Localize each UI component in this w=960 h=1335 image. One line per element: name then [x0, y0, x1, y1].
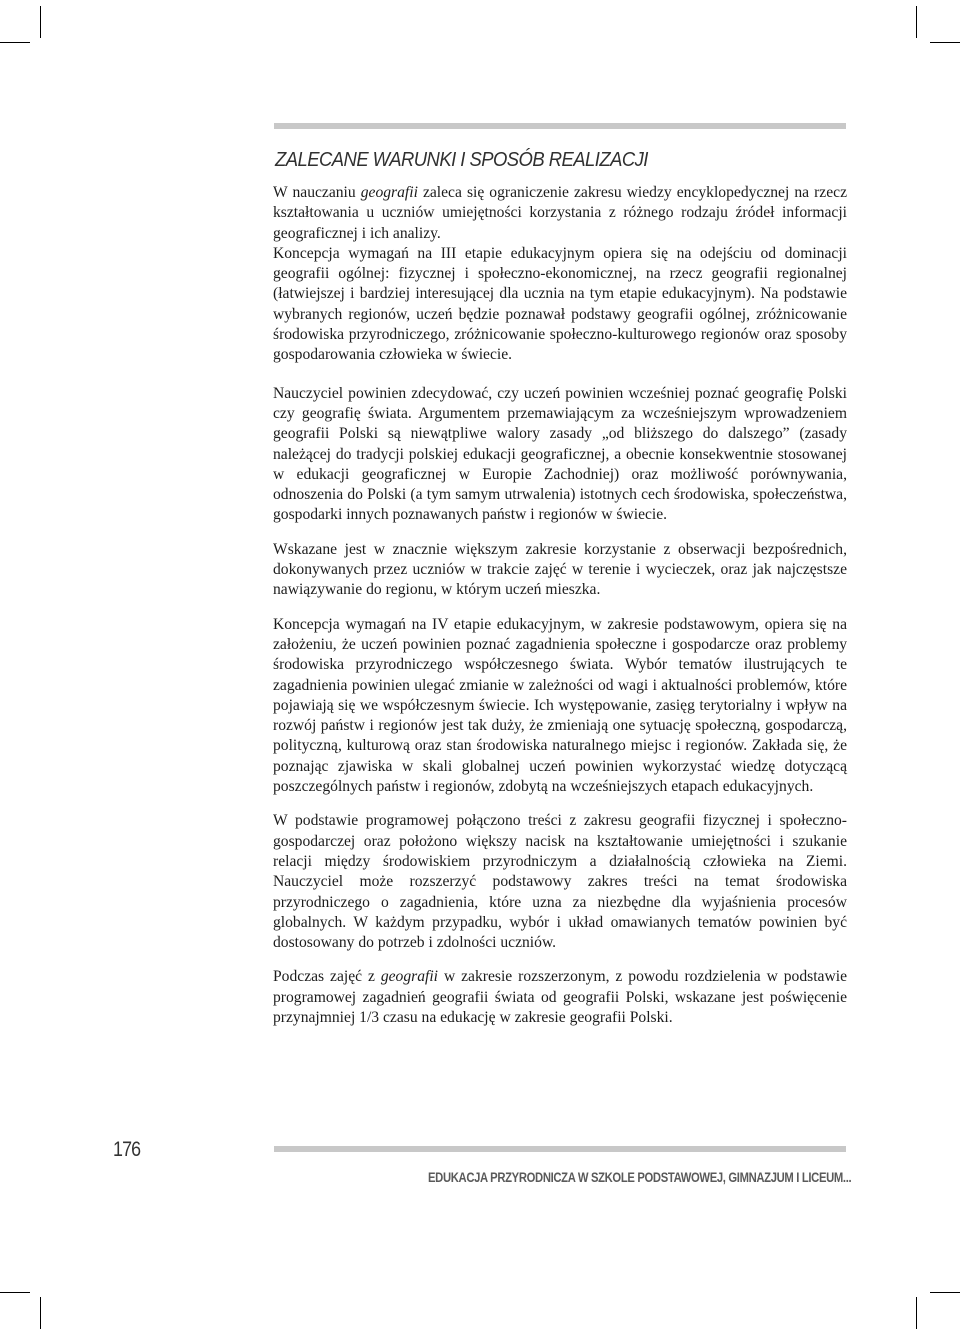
paragraph-1-emphasis: geografii	[360, 184, 418, 201]
body-text	[273, 183, 847, 1042]
paragraph-5: Koncepcja wymagań na IV etapie edukacyjnym, w zakresie podstawowym, opiera się na założeniu, że uczeń powinien poznać zagadnienia społeczne i gospodarcze oraz problemy środowiska przyrodniczego współczesnego świata. Wybór tematów ilustrujących te zagadnienia powinien ulegać zmianie w zależności od wagi i aktualności problemów, które pojawiają się we współczesnym świecie. Ich występowanie, zasięg terytorialny i wpływ na rozwój państw i regionów jest tak duży, że zmieniają one sytuację społeczną, gospodarczą, polityczną, kulturową oraz stan środowiska naturalnego miejsc i regionów. Zakłada się, że poznając zjawiska w skali globalnej uczeń powinien wykorzystać wiedzę dotyczącą poszczególnych państw i regionów, zdobytą na wcześniejszych etapach edukacyjnych.	[273, 615, 847, 796]
paragraph-7-emphasis: geografii	[380, 968, 439, 986]
crop-mark-top-right-vertical	[916, 6, 917, 38]
crop-mark-bottom-left-horizontal	[0, 1292, 30, 1293]
paragraph-6: W podstawie programowej połączono treści z zakresu geografii fizycznej i społeczno-gospodarczej oraz położono większy nacisk na kształtowanie umiejętności i szukanie relacji między środowiskiem przyrodniczym a działalnością człowieka na Ziemi. Nauczyciel może rozszerzyć podstawowy zakres treści na temat środowiska przyrodniczego o zagadnienia, które uzna za niezbędne dla wyjaśnienia procesów globalnych. W każdym przypadku, wybór i układ omawianych tematów powinien być dostosowany do potrzeb i zdolności uczniów.	[273, 812, 847, 952]
paragraph-4: Wskazane jest w znacznie większym zakresie korzystanie z obserwacji bezpośrednich, dokonywanych przez uczniów w trakcie zajęć w terenie i wycieczek, oraz jak najczęstsze nawiązywanie do regionu, w którym uczeń mieszka.	[273, 540, 847, 599]
paragraph-1-end: zaleca się ograniczenie zakresu wiedzy encyklopedycznej na rzecz kształtowania u uczniów umiejętności korzystania z różnego rodzaju źródeł informacji geograficznej i ich analizy.	[273, 184, 847, 242]
crop-mark-bottom-right-vertical	[916, 1297, 917, 1329]
paragraph-3: Nauczyciel powinien zdecydować, czy uczeń powinien wcześniej poznać geografię Polski czy geografię świata. Argumentem przemawiającym za wcześniejszym wprowadzeniem geografii Polski są niewątpliwe walory zasady „od bliższego do dalszego” (zasady należącej do tradycji polskiej edukacji geograficznej, a obecnie konsekwentnie stosowanej w edukacji geograficznej w Europie Zachodniej) oraz możliwość porównywania, odnoszenia do Polski (a tym samym utrwalenia) istotnych cech środowiska, społeczeństwa, gospodarki innych poznawanych państw i regionów w świecie.	[273, 384, 847, 524]
crop-mark-top-right-horizontal	[930, 42, 960, 43]
crop-mark-top-left-vertical	[40, 6, 41, 38]
paragraph-2: Koncepcja wymagań na III etapie edukacyjnym opiera się na odejściu od dominacji geografii ogólnej: fizycznej i społeczno-ekonomicznej, na rzecz geografii regionalnej (łatwiejszej i bardziej interesującej dla ucznia na tym etapie edukacyjnym). Na podstawie wybranych regionów, uczeń będzie poznawał podstawy geografii ogólnej, zróżnicowanie środowiska przyrodniczego, zróżnicowanie społeczno-kulturowego regionów oraz sposoby gospodarowania człowieka w świecie.	[273, 244, 847, 364]
paragraph-7-start: Podczas zajęć z	[273, 968, 381, 986]
paragraph-1	[273, 183, 847, 244]
section-heading: ZALECANE WARUNKI I SPOSÓB REALIZACJI	[275, 148, 648, 171]
page-number: 176	[113, 1138, 141, 1161]
paragraph-1-start: W nauczaniu	[273, 184, 361, 201]
paragraph-7	[273, 967, 847, 1028]
crop-mark-top-left-horizontal	[0, 42, 30, 43]
footer-title: EDUKACJA PRZYRODNICZA W SZKOLE PODSTAWOWEJ, GIMNAZJUM I LICEUM...	[428, 1170, 852, 1185]
crop-mark-bottom-right-horizontal	[930, 1292, 960, 1293]
paragraph-7-end: w zakresie rozszerzonym, z powodu rozdzielenia w podstawie programowej zagadnień geografii świata od geografii Polski, wskazane jest poświęcenie przynajmniej 1/3 czasu na edukację w zakresie geografii Polski.	[273, 968, 847, 1026]
bottom-rule	[274, 1146, 846, 1152]
crop-mark-bottom-left-vertical	[40, 1297, 41, 1329]
top-rule	[274, 123, 846, 129]
